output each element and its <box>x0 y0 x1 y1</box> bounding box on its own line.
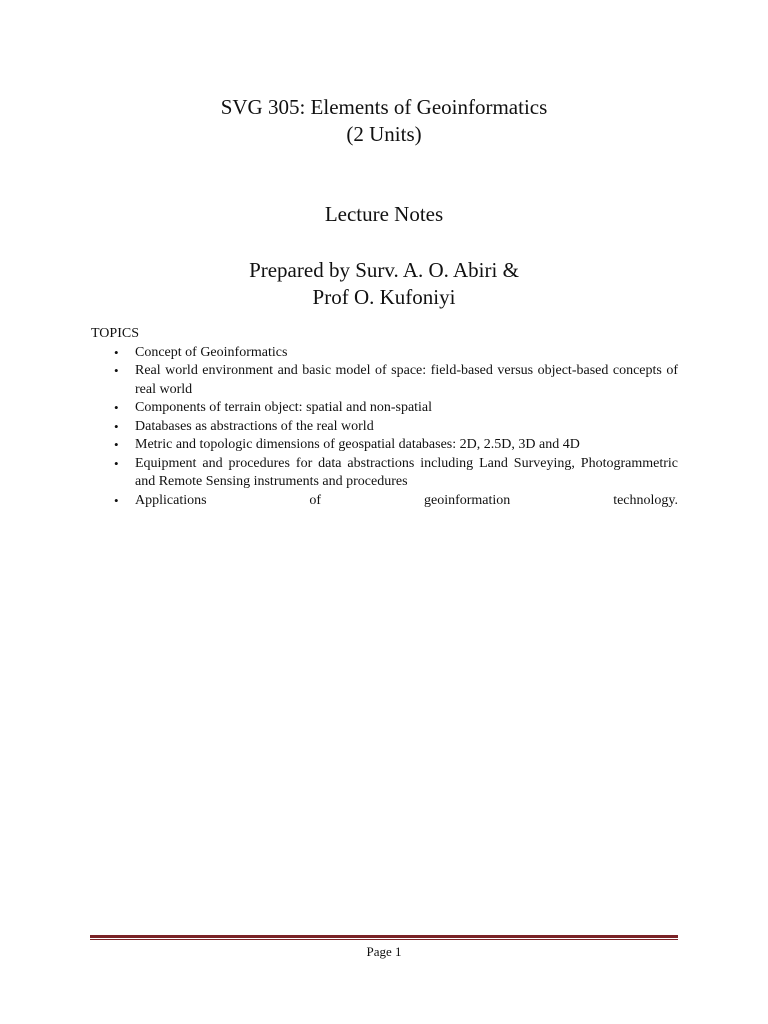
page-number: Page 1 <box>366 944 402 959</box>
list-item <box>91 418 678 437</box>
bullet-icon: • <box>114 418 119 434</box>
bullet-icon: • <box>114 344 119 360</box>
list-item <box>91 455 678 492</box>
document-subtitle <box>0 201 768 228</box>
bullet-icon: • <box>114 400 119 415</box>
bullet-icon: • <box>114 455 119 471</box>
topic-text: Metric and topologic dimensions of geospatial databases: 2D, 2.5D, 3D and 4D <box>135 437 580 452</box>
bullet-icon: • <box>114 363 119 378</box>
authors-line-1: Prepared by Surv. A. O. Abiri & <box>249 258 519 282</box>
footer-rule-thin <box>90 939 678 940</box>
authors-line-2: Prof O. Kufoniyi <box>312 285 456 309</box>
course-title-line-2: (2 Units) <box>346 122 422 146</box>
topic-text: Equipment and procedures for data abstractions including Land Surveying, Photogrammetric and Remote Sensing instruments and procedures <box>135 455 678 489</box>
topic-text: Concept of Geoinformatics <box>135 344 288 360</box>
topics-heading: TOPICS <box>91 326 139 341</box>
topics-section <box>91 325 678 510</box>
list-item <box>91 436 678 455</box>
authors-block <box>0 257 768 311</box>
topic-list <box>91 344 678 511</box>
bullet-icon: • <box>114 437 119 452</box>
topic-text: Components of terrain object: spatial and non-spatial <box>135 400 433 415</box>
bullet-icon: • <box>114 492 119 508</box>
topic-text: Applications of geoinformation technology. <box>135 492 678 508</box>
course-title-line-1: SVG 305: Elements of Geoinformatics <box>220 95 548 119</box>
topic-text: Real world environment and basic model of space: field-based versus object-based concepts of real world <box>135 363 678 397</box>
course-title <box>0 94 768 148</box>
list-item <box>91 492 678 511</box>
list-item <box>91 344 678 363</box>
subtitle-text: Lecture Notes <box>324 202 444 226</box>
topic-text: Databases as abstractions of the real world <box>135 418 374 434</box>
list-item <box>91 399 678 418</box>
list-item <box>91 362 678 399</box>
footer-divider <box>90 935 678 940</box>
